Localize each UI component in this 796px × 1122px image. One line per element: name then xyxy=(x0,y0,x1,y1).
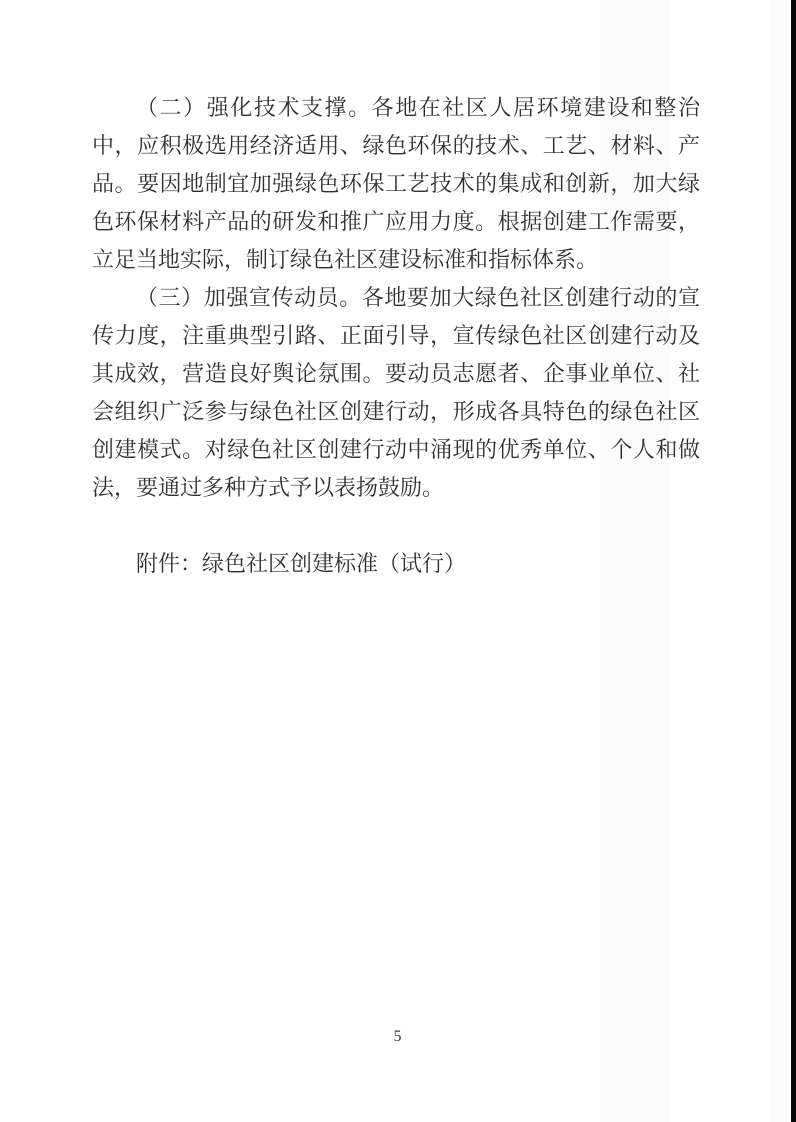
attachment-line: 附件：绿色社区创建标准（试行） xyxy=(136,551,467,576)
paragraph-strengthen-publicity-mobilization: （三）加强宣传动员。各地要加大绿色社区创建行动的宣传力度，注重典型引路、正面引导，宣传绿色社区创建行动及其成效，营造良好舆论氛围。要动员志愿者、企事业单位、社会组织广泛参与绿色社区创建行动，形成各具特色的绿色社区创建模式。对绿色社区创建行动中涌现的优秀单位、个人和做法，要通过多种方式予以表扬鼓励。 xyxy=(92,285,700,500)
scan-artifact-band xyxy=(770,0,788,1122)
paragraph-strengthen-technical-support: （二）强化技术支撑。各地在社区人居环境建设和整治中，应积极选用经济适用、绿色环保的技术、工艺、材料、产品。要因地制宜加强绿色环保工艺技术的集成和创新，加大绿色环保材料产品的研发和推广应用力度。根据创建工作需要，立足当地实际，制订绿色社区建设标准和指标体系。 xyxy=(92,95,700,272)
page-number: 5 xyxy=(393,1028,403,1045)
document-body xyxy=(92,89,700,583)
scan-edge-bar xyxy=(791,0,796,1122)
